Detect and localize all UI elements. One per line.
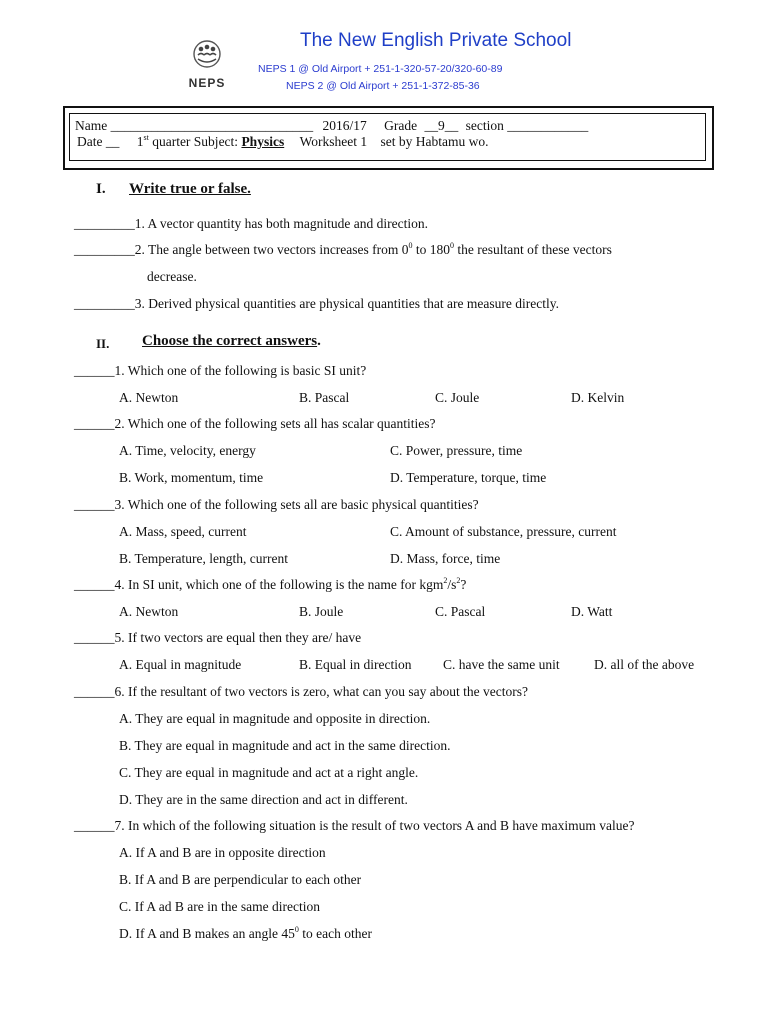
- mc-q2-option-d[interactable]: D. Temperature, torque, time: [390, 470, 547, 485]
- mc-q7-option-c[interactable]: C. If A ad B are in the same direction: [119, 899, 320, 914]
- mc-q7-option-d-sup: 0: [294, 924, 299, 934]
- part-2-title: [142, 333, 321, 350]
- quarter-text: quarter Subject:: [152, 134, 239, 149]
- mc-q6-option-a[interactable]: A. They are equal in magnitude and opposite in direction.: [119, 711, 431, 726]
- mc-q4-sup2: 2: [456, 575, 461, 585]
- quarter-number: 1: [136, 134, 144, 149]
- mc-q6-option-d[interactable]: D. They are in the same direction and act in different.: [119, 792, 408, 807]
- mc-q4-option-d[interactable]: D. Watt: [571, 604, 613, 619]
- mc-question-2: ______2. Which one of the following sets all has scalar quantities?: [74, 416, 436, 431]
- logo-emblem-icon: [176, 38, 238, 92]
- author-credit: set by Habtamu wo.: [380, 134, 489, 149]
- mc-q5-option-d[interactable]: D. all of the above: [594, 657, 695, 672]
- mc-q2-option-c[interactable]: C. Power, pressure, time: [390, 443, 523, 458]
- mc-q4-option-c[interactable]: C. Pascal: [435, 604, 486, 619]
- part-2-title-text: Choose the correct answers: [142, 333, 318, 349]
- logo-text: NEPS: [188, 76, 226, 90]
- school-logo: [176, 38, 238, 92]
- tf-q2-sup1: 0: [408, 240, 413, 250]
- mc-q5-option-c[interactable]: C. have the same unit: [443, 657, 560, 672]
- mc-q7-option-b[interactable]: B. If A and B are perpendicular to each other: [119, 872, 362, 887]
- mc-q5-option-b[interactable]: B. Equal in direction: [299, 657, 412, 672]
- mc-q4-text-b: /s: [447, 577, 457, 592]
- part-2-numeral: II.: [96, 336, 110, 351]
- mc-q7-option-d[interactable]: [119, 926, 372, 942]
- tf-question-2: [74, 242, 612, 258]
- tf-question-2-continued: decrease.: [147, 269, 197, 284]
- mc-q1-option-d[interactable]: D. Kelvin: [571, 390, 625, 405]
- quarter-suffix: st: [143, 132, 149, 142]
- mc-q1-option-c[interactable]: C. Joule: [435, 390, 480, 405]
- tf-q2-text-b: to 180: [412, 242, 451, 257]
- tf-q2-text-a: _________2. The angle between two vectors increases from 0: [74, 242, 409, 257]
- mc-q4-option-b[interactable]: B. Joule: [299, 604, 344, 619]
- branch-2-contact: NEPS 2 @ Old Airport + 251-1-372-85-36: [286, 80, 480, 92]
- mc-q1-option-a[interactable]: A. Newton: [119, 390, 179, 405]
- grade-label: Grade: [384, 118, 418, 133]
- section-field[interactable]: ____________: [507, 118, 589, 133]
- name-field[interactable]: Name ______________________________: [75, 118, 314, 133]
- part-1-title: Write true or false.: [129, 181, 251, 197]
- grade-value[interactable]: __9__: [424, 118, 459, 133]
- mc-q6-option-b[interactable]: B. They are equal in magnitude and act in the same direction.: [119, 738, 451, 753]
- header-line-2: [77, 134, 488, 150]
- mc-q2-option-a[interactable]: A. Time, velocity, energy: [119, 443, 256, 458]
- branch-1-contact: NEPS 1 @ Old Airport + 251-1-320-57-20/320-60-89: [258, 63, 503, 75]
- mc-q4-text-c: ?: [460, 577, 467, 592]
- mc-question-7: ______7. In which of the following situation is the result of two vectors A and B have maximum value?: [74, 818, 635, 833]
- mc-question-4: [74, 577, 466, 593]
- mc-question-6: ______6. If the resultant of two vectors is zero, what can you say about the vectors?: [74, 684, 528, 699]
- part-1-numeral: I.: [96, 181, 106, 197]
- mc-q4-option-a[interactable]: A. Newton: [119, 604, 179, 619]
- mc-q1-option-b[interactable]: B. Pascal: [299, 390, 350, 405]
- mc-q7-option-d-text: D. If A and B makes an angle 45: [119, 926, 295, 941]
- mc-q3-option-d[interactable]: D. Mass, force, time: [390, 551, 501, 566]
- mc-q2-option-b[interactable]: B. Work, momentum, time: [119, 470, 264, 485]
- mc-question-1: ______1. Which one of the following is basic SI unit?: [74, 363, 367, 378]
- mc-q5-option-a[interactable]: A. Equal in magnitude: [119, 657, 242, 672]
- mc-question-3: ______3. Which one of the following sets all are basic physical quantities?: [74, 497, 479, 512]
- mc-q3-option-c[interactable]: C. Amount of substance, pressure, current: [390, 524, 617, 539]
- school-year: 2016/17: [322, 118, 367, 133]
- part-2-title-end: .: [317, 333, 321, 349]
- mc-q4-text-a: ______4. In SI unit, which one of the following is the name for kgm: [74, 577, 444, 592]
- worksheet-label: Worksheet 1: [299, 134, 368, 149]
- subject-name: Physics: [241, 134, 285, 149]
- section-label: section: [465, 118, 504, 133]
- mc-q4-sup1: 2: [443, 575, 448, 585]
- tf-q2-sup2: 0: [450, 240, 455, 250]
- header-line-1: [75, 118, 588, 134]
- mc-q7-option-a[interactable]: A. If A and B are in opposite direction: [119, 845, 326, 860]
- mc-q3-option-a[interactable]: A. Mass, speed, current: [119, 524, 247, 539]
- school-name: The New English Private School: [300, 30, 572, 51]
- tf-question-3: _________3. Derived physical quantities are physical quantities that are measure directly.: [74, 296, 559, 311]
- mc-question-5: ______5. If two vectors are equal then they are/ have: [74, 630, 362, 645]
- date-field[interactable]: Date __: [77, 134, 120, 149]
- mc-q7-option-d-end: to each other: [298, 926, 372, 941]
- tf-q2-text-c: the resultant of these vectors: [454, 242, 612, 257]
- mc-q3-option-b[interactable]: B. Temperature, length, current: [119, 551, 288, 566]
- tf-question-1: _________1. A vector quantity has both magnitude and direction.: [74, 216, 428, 231]
- mc-q6-option-c[interactable]: C. They are equal in magnitude and act at a right angle.: [119, 765, 419, 780]
